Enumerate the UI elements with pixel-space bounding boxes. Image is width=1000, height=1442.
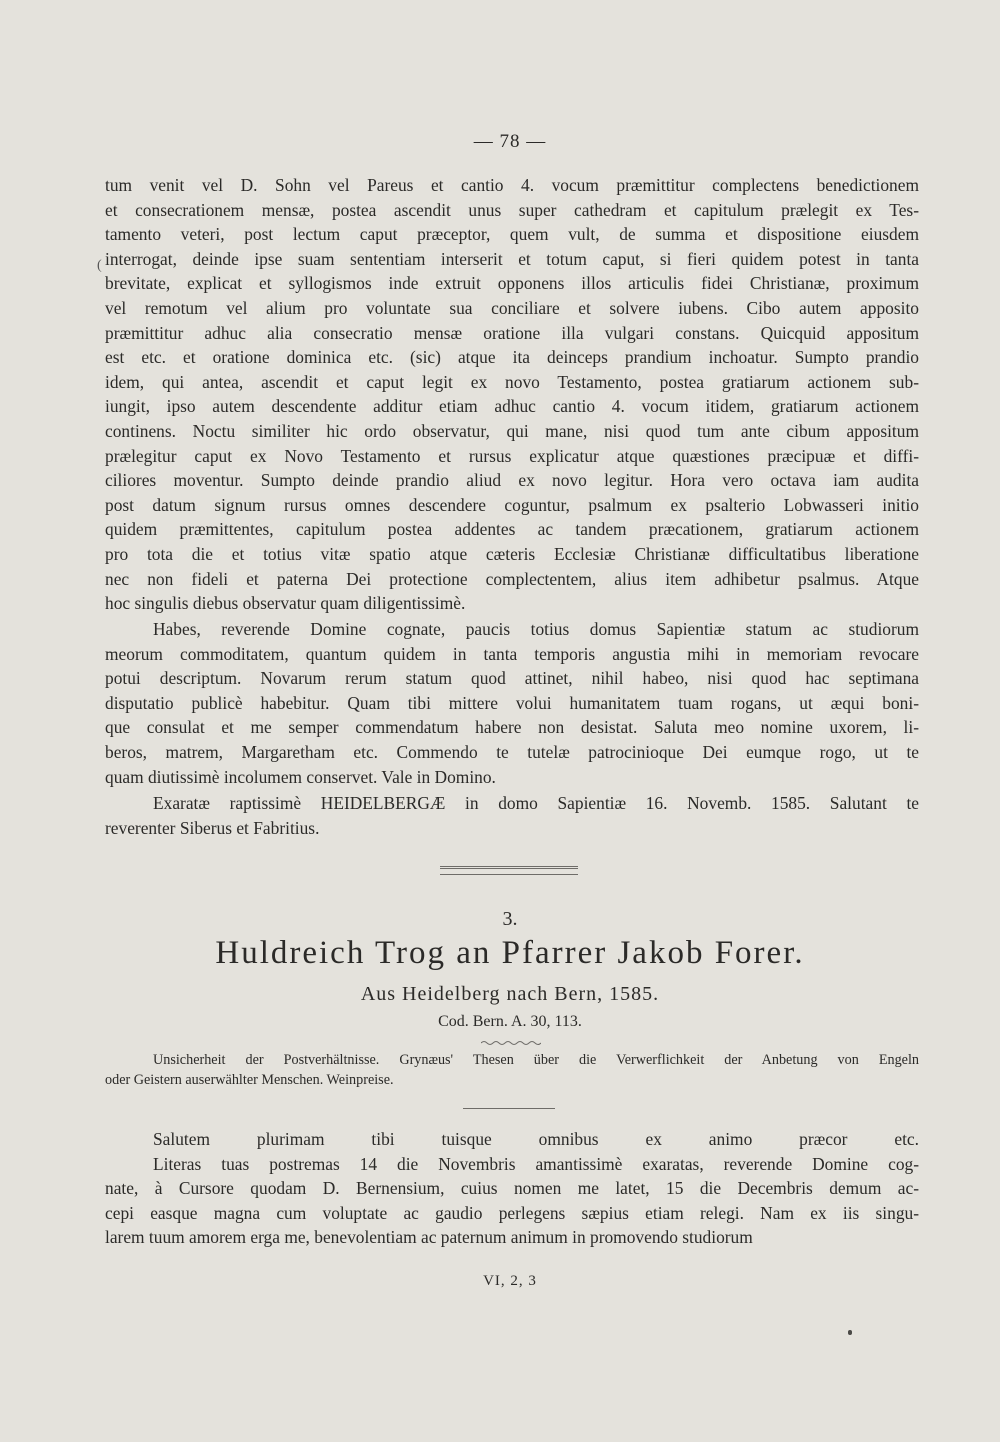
text-line: Salutem plurimam tibi tuisque omnibus ex animo præcor etc.: [153, 1129, 919, 1149]
letter-source: Cod. Bern. A. 30, 113.: [438, 1013, 582, 1030]
text-line: que consulat et me semper commendatum habere non desistat. Saluta meo nomine uxorem, li-: [105, 717, 919, 738]
section-divider-line: [440, 874, 578, 875]
text-line: est etc. et oratione dominica etc. (sic) atque ita deinceps prandium inchoatur. Sumpto prandio: [105, 347, 919, 368]
summary-divider: [463, 1108, 555, 1109]
paragraph-1: [105, 173, 919, 616]
footer-signature: VI, 2, 3: [483, 1273, 537, 1289]
text-line: meorum commoditatem, quantum quidem in tanta temporis angustia mihi in memoriam revocare: [105, 643, 919, 664]
text-line: cepi easque magna cum voluptate ac gaudio perlegens sæpius etiam relegi. Nam ex iis singu-: [105, 1202, 919, 1223]
text-line: nate, à Cursore quodam D. Bernensium, cuius nomen me latet, 15 die Decembris demum ac-: [105, 1178, 919, 1199]
text-line: nec non fideli et paterna Dei protectione complectentem, alius item adhibetur psalmus. Atque: [105, 568, 919, 589]
text-line: post datum signum rursus omnes descendere coguntur, psalmum ex psalterio Lobwasseri initio: [105, 494, 919, 515]
text-line: prælegitur caput ex Novo Testamento et rursus explicatur atque quæstiones præcipuæ et diffi-: [105, 445, 919, 466]
text-line: Literas tuas postremas 14 die Novembris amantissimè exaratas, reverende Domine cog-: [153, 1153, 919, 1174]
text-line: ciliores moventur. Sumpto deinde prandio aliud ex novo legitur. Hora vero octava iam audita: [105, 470, 919, 491]
letter-subtitle: Aus Heidelberg nach Bern, 1585.: [360, 983, 660, 1005]
text-line: quam diutissimè incolumem conservet. Vale in Domino.: [105, 766, 496, 787]
page-number: — 78 —: [473, 131, 547, 152]
text-line: potui descriptum. Novarum rerum statum quod attinet, nihil habeo, nisi quod hac septimana: [105, 668, 919, 689]
letter-number: 3.: [502, 908, 518, 930]
text-line: iungit, ipso autem descendente additur etiam adhuc cantio 4. vocum itidem, gratiarum actionem: [105, 396, 919, 417]
text-line: præmittitur adhuc alia consecratio mensæ oratione illa vulgari constans. Quicquid appositum: [105, 322, 919, 343]
text-line: larem tuum amorem erga me, benevolentiam ac paternum animum in promovendo studiorum: [105, 1227, 753, 1248]
text-line: hoc singulis diebus observatur quam diligentissimè.: [105, 593, 466, 614]
paragraph-3: [105, 791, 919, 840]
text-line: et consecrationem mensæ, postea ascendit unus super cathedram et capitulum prælegit ex Tes-: [105, 199, 919, 220]
margin-mark: (: [97, 258, 102, 273]
text-line: brevitate, explicat et syllogismos inde extruit opponens illos articulis fidei Christianæ, proximum: [105, 273, 919, 294]
text-line: vel remotum vel alium pro voluntate sua conciliare et solvere iubens. Cibo autem apposito: [105, 297, 919, 318]
squiggle-ornament-icon: [481, 1040, 541, 1046]
summary-line: Unsicherheit der Postverhältnisse. Grynæus' Thesen über die Verwerflichkeit der Anbetung von Engeln: [153, 1052, 919, 1068]
text-line: quidem præmittentes, capitulum postea addentes ac tandem præcationem, gratiarum actionem: [105, 519, 919, 540]
text-line: pro tota die et totius vitæ spatio atque cæteris Ecclesiæ Christianæ difficultatibus liberatione: [105, 543, 919, 564]
text-line: continens. Noctu similiter hic ordo observatur, qui mane, nisi quod tum ante cibum appositum: [105, 420, 919, 441]
section-divider: [440, 866, 578, 869]
text-line: beros, matrem, Margaretham etc. Commendo te tutelæ patrocinioque Dei eumque rogo, ut te: [105, 741, 919, 762]
text-line: tamento veteri, post lectum caput præceptor, quem vult, de summa et dispositione eiusdem: [105, 224, 919, 245]
text-line: reverenter Siberus et Fabritius.: [105, 817, 320, 838]
summary-line: oder Geistern auserwählter Menschen. Weinpreise.: [105, 1072, 394, 1088]
text-line: Habes, reverende Domine cognate, paucis totius domus Sapientiæ statum ac studiorum: [153, 619, 919, 639]
paragraph-4: [105, 1127, 919, 1250]
letter-title: Huldreich Trog an Pfarrer Jakob Forer.: [215, 935, 805, 971]
text-line: tum venit vel D. Sohn vel Pareus et cantio 4. vocum præmittitur complectens benedictionem: [105, 175, 919, 195]
text-line: disputatio publicè habebitur. Quam tibi mittere volui humanitatem tuam rogans, ut æqui boni-: [105, 692, 919, 713]
text-line: Exaratæ raptissimè HEIDELBERGÆ in domo Sapientiæ 16. Novemb. 1585. Salutant te: [153, 793, 919, 813]
text-line: idem, qui antea, ascendit et caput legit ex novo Testamento, postea gratiarum actionem sub-: [105, 371, 919, 392]
letter-summary: [105, 1050, 919, 1090]
text-line: interrogat, deinde ipse suam sententiam interserit et totum caput, si fieri quidem potest in tanta: [105, 248, 919, 269]
paragraph-2: [105, 617, 919, 789]
ink-spot: [848, 1330, 852, 1335]
